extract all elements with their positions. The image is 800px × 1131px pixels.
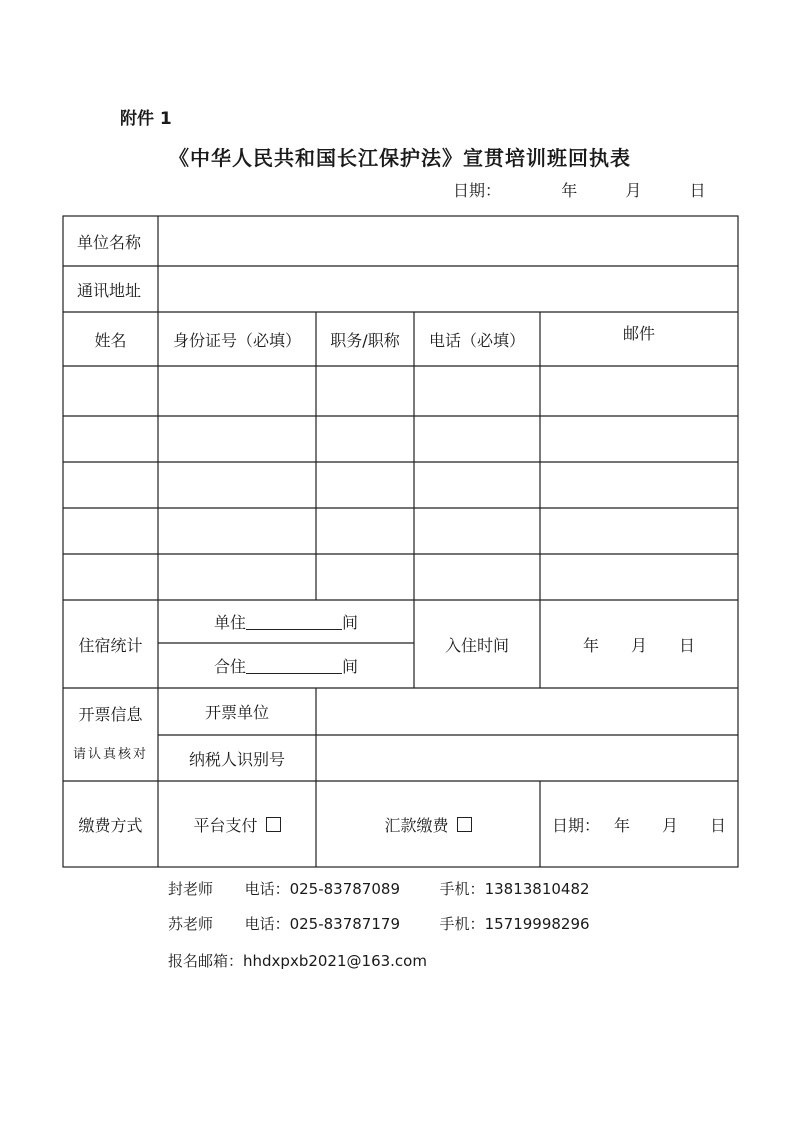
- header-month: 月: [625, 181, 642, 200]
- platform-pay-option[interactable]: [158, 781, 316, 867]
- col-phone: 电话（必填）: [428, 330, 525, 350]
- contact-name: 苏老师: [168, 915, 214, 933]
- shared-room-label: 合住: [213, 657, 246, 676]
- shared-room-row: [158, 643, 414, 688]
- remittance-option[interactable]: [316, 781, 540, 867]
- contact-phone-label: 电话：: [244, 880, 290, 898]
- invoice-note: 请认真核对: [73, 746, 149, 762]
- contact-mobile: 13813810482: [484, 880, 590, 898]
- contact-mobile-label: 手机：: [439, 880, 485, 898]
- address-field[interactable]: [158, 266, 738, 312]
- payment-label: 缴费方式: [78, 815, 143, 835]
- single-room-blank[interactable]: [246, 613, 342, 630]
- contact-mobile-label: 手机：: [439, 915, 485, 933]
- checkin-label: 入住时间: [444, 635, 509, 655]
- contact-name: 封老师: [168, 880, 214, 898]
- pay-date-label: 日期：: [551, 815, 600, 835]
- unit-name-label: 单位名称: [77, 232, 142, 252]
- pay-day: 日: [710, 815, 727, 835]
- lodging-label: 住宿统计: [78, 635, 143, 655]
- platform-pay-label: 平台支付: [193, 815, 258, 835]
- taxpayer-id-label: 纳税人识别号: [188, 749, 285, 769]
- single-room-unit: 间: [342, 613, 359, 632]
- shared-room-unit: 间: [342, 657, 359, 676]
- address-label: 通讯地址: [77, 280, 142, 300]
- email-address[interactable]: hhdxpxb2021@163.com: [243, 952, 427, 970]
- platform-pay-checkbox[interactable]: [266, 817, 281, 832]
- col-position: 职务/职称: [330, 330, 400, 350]
- col-name: 姓名: [94, 330, 127, 350]
- single-room-label: 单住: [213, 613, 246, 632]
- header-day: 日: [689, 181, 706, 200]
- col-id-number: 身份证号（必填）: [172, 330, 301, 350]
- checkin-day: 日: [679, 635, 696, 655]
- pay-year: 年: [613, 815, 630, 835]
- pay-month: 月: [662, 815, 679, 835]
- contact-phone-label: 电话：: [244, 915, 290, 933]
- contact-phone: 025-83787089: [289, 880, 400, 898]
- form-title: 《中华人民共和国长江保护法》宣贯培训班回执表: [169, 146, 631, 170]
- header-year: 年: [561, 181, 578, 200]
- invoice-unit-field[interactable]: [316, 688, 738, 735]
- invoice-unit-label: 开票单位: [204, 703, 269, 722]
- contact-mobile: 15719998296: [484, 915, 590, 933]
- remittance-checkbox[interactable]: [457, 817, 472, 832]
- shared-room-blank[interactable]: [246, 657, 342, 674]
- unit-name-field[interactable]: [158, 216, 738, 266]
- col-email: 邮件: [622, 323, 655, 343]
- registration-email: [168, 950, 427, 971]
- checkin-month: 月: [630, 635, 647, 655]
- attachment-label: 附件 1: [120, 109, 172, 129]
- email-label: 报名邮箱：: [168, 952, 244, 970]
- remittance-label: 汇款缴费: [384, 815, 449, 835]
- header-date-label: 日期：: [453, 181, 502, 200]
- checkin-year: 年: [582, 635, 599, 655]
- contact-row: [168, 878, 590, 899]
- taxpayer-id-field[interactable]: [316, 735, 738, 781]
- pay-date[interactable]: [540, 781, 738, 867]
- contact-phone: 025-83787179: [289, 915, 400, 933]
- contact-row: [168, 913, 590, 934]
- invoice-label: 开票信息: [78, 704, 143, 724]
- checkin-date[interactable]: [540, 600, 738, 688]
- single-room-row: [158, 600, 414, 643]
